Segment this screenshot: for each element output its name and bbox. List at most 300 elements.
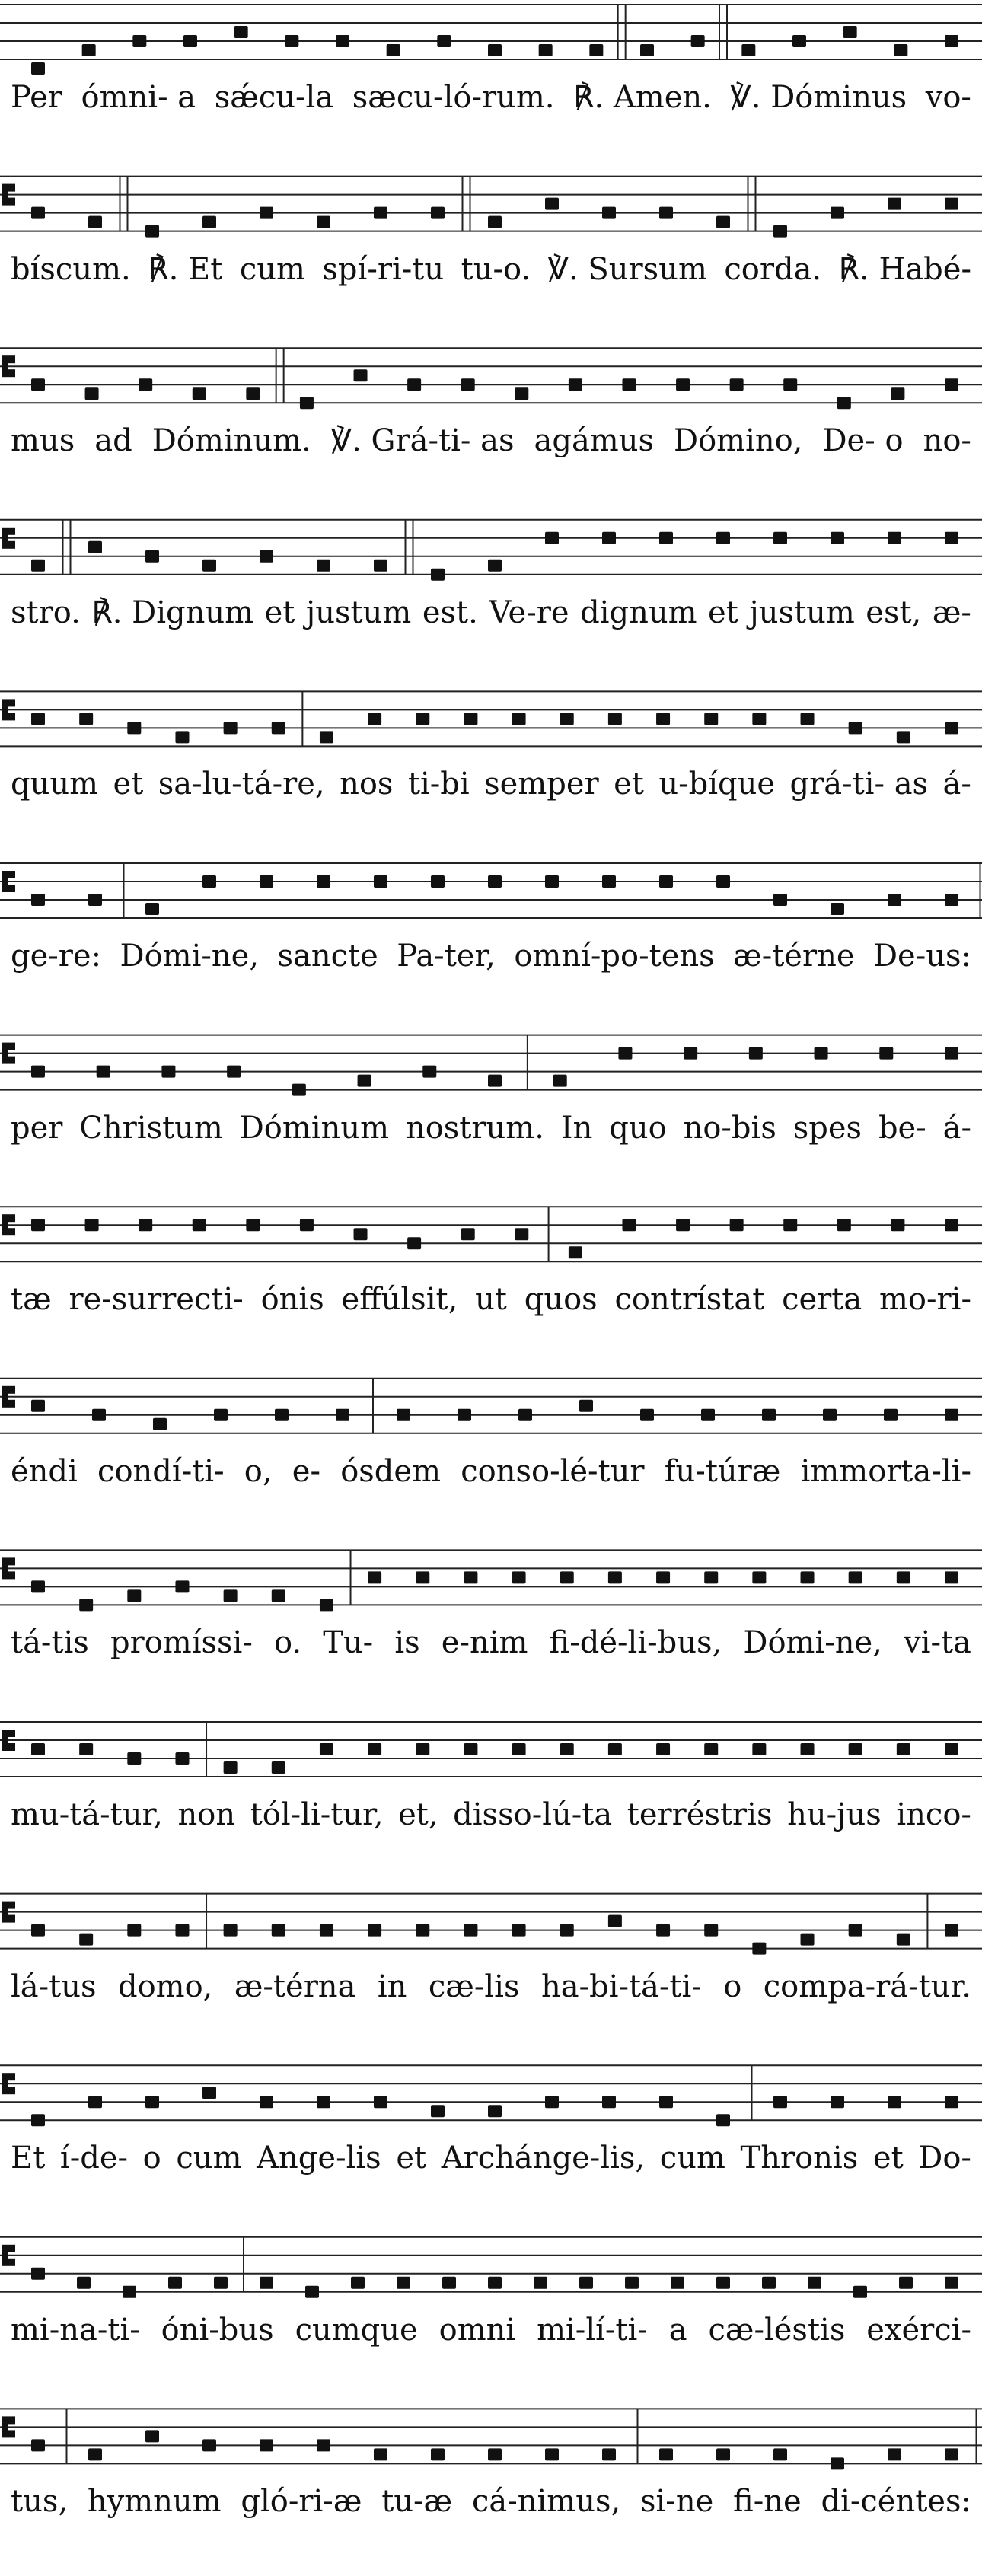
neume-note — [602, 875, 616, 888]
neume-note — [82, 44, 96, 56]
neume-note — [272, 1589, 285, 1602]
neume-note — [622, 378, 636, 391]
lyric-line — [0, 418, 982, 464]
chant-system — [0, 5, 982, 75]
neume-note — [416, 1924, 429, 1937]
neume-note — [545, 2448, 559, 2460]
neume-note — [272, 1761, 285, 1774]
lyric-word: effúlsit, — [341, 1282, 458, 1318]
chant-system — [0, 520, 982, 581]
lyric-word: bíscum. — [11, 251, 131, 287]
lyric-word: á- — [942, 1110, 971, 1146]
neume-note — [945, 1219, 958, 1231]
neume-note — [545, 875, 559, 888]
lyric-word: o, — [244, 1453, 273, 1489]
neume-note — [464, 1924, 477, 1937]
chant-system — [0, 2065, 982, 2126]
lyric-word: o — [723, 1969, 742, 2004]
neume-note — [783, 1219, 797, 1231]
neume-note — [139, 378, 152, 391]
neume-note — [31, 2439, 45, 2451]
neume-note — [853, 2286, 867, 2298]
neume-note — [752, 713, 766, 725]
lyric-word: ha-bi-tá-ti- — [540, 1969, 702, 2004]
lyric-word: et — [396, 2141, 427, 2176]
neume-note — [407, 378, 421, 391]
lyric-word: di-céntes: — [821, 2484, 971, 2520]
neume-note — [945, 532, 958, 544]
neume-note — [320, 1599, 333, 1611]
neume-note — [354, 369, 368, 381]
neume-note — [464, 1571, 477, 1583]
neume-note — [560, 1924, 574, 1937]
neume-note — [139, 1219, 152, 1231]
lyric-word: stro. — [11, 595, 81, 630]
lyric-word: Et — [11, 2141, 46, 2176]
neume-note — [202, 216, 216, 228]
neume-note — [512, 1571, 526, 1583]
neume-note — [92, 1409, 106, 1421]
lyric-line — [0, 761, 982, 807]
neume-note — [183, 35, 197, 47]
neume-note — [602, 2448, 616, 2460]
lyric-word: mu-tá-tur, — [11, 1797, 163, 1832]
neume-note — [671, 2277, 684, 2289]
neume-note — [560, 1743, 574, 1755]
neume-note — [579, 1400, 593, 1412]
lyric-word: ti-bi — [407, 767, 470, 802]
neume-note — [227, 1066, 241, 1078]
lyric-word: re-surrecti- — [69, 1282, 244, 1318]
neume-note — [488, 2105, 502, 2117]
lyric-word: éndi — [11, 1453, 78, 1489]
neume-note — [773, 2096, 787, 2108]
neume-note — [31, 1219, 45, 1231]
neume-note — [945, 1924, 958, 1937]
neume-note — [888, 894, 901, 906]
lyric-word: semper — [484, 767, 599, 802]
neume-note — [368, 1743, 381, 1755]
lyric-word: Thronis — [740, 2141, 859, 2176]
neume-note — [317, 2439, 330, 2451]
neume-note — [77, 2277, 91, 2289]
double-bar — [120, 177, 128, 231]
neume-note — [716, 532, 730, 544]
neume-note — [31, 894, 45, 906]
lyric-word: est. — [422, 595, 478, 630]
lyric-line — [0, 1792, 982, 1838]
neume-note — [145, 550, 159, 563]
lyric-word: Christum — [79, 1110, 223, 1146]
neume-note — [730, 378, 744, 391]
neume-note — [945, 2096, 958, 2108]
neume-note — [368, 1571, 381, 1583]
neume-note — [175, 1924, 189, 1937]
lyric-word: mo-ri- — [879, 1282, 971, 1318]
lyric-word: ℣. Dóminus — [730, 80, 907, 115]
lyric-word: mus — [11, 423, 75, 459]
neume-note — [31, 1400, 45, 1412]
lyric-word: cumque — [295, 2312, 418, 2348]
neume-note — [640, 1409, 654, 1421]
neume-note — [801, 713, 815, 725]
lyric-word: o — [142, 2141, 161, 2176]
neume-note — [79, 1743, 93, 1755]
neume-note — [437, 35, 451, 47]
neume-note — [305, 2286, 319, 2298]
lyric-word: domo, — [117, 1969, 213, 2004]
neume-note — [234, 26, 248, 38]
lyric-word: Dómi-ne, — [120, 939, 260, 974]
neume-note — [716, 2277, 730, 2289]
lyric-word: Tu- — [323, 1625, 374, 1661]
neume-note — [762, 1409, 776, 1421]
lyric-word: cum — [176, 2141, 242, 2176]
neume-note — [320, 731, 333, 743]
lyric-word: Pa-ter, — [397, 939, 496, 974]
neume-note — [161, 1066, 175, 1078]
neume-note — [608, 1743, 622, 1755]
neume-note — [849, 1571, 862, 1583]
lyric-word: í-de- — [59, 2141, 129, 2176]
neume-note — [132, 35, 146, 47]
neume-note — [622, 1219, 636, 1231]
neume-note — [488, 875, 502, 888]
neume-note — [397, 2277, 410, 2289]
lyric-word: mi-lí-ti- — [537, 2312, 648, 2348]
lyric-word: a — [668, 2312, 687, 2348]
neume-note — [659, 207, 673, 219]
neume-note — [431, 569, 445, 581]
chant-system — [0, 691, 982, 746]
chant-system — [0, 1379, 982, 1433]
lyric-word: cum — [239, 251, 305, 287]
neume-note — [518, 1409, 532, 1421]
lyric-word: fu-túræ — [664, 1453, 781, 1489]
lyric-word: ℟. Dignum — [91, 595, 254, 630]
neume-note — [773, 225, 787, 238]
lyric-word: De- o — [822, 423, 904, 459]
neume-note — [168, 2277, 182, 2289]
double-bar — [63, 520, 71, 575]
lyric-word: tu-æ — [381, 2484, 453, 2520]
lyric-word: cæ-lis — [428, 1969, 520, 2004]
neume-note — [458, 1409, 471, 1421]
neume-note — [320, 1924, 333, 1937]
neume-note — [97, 1066, 110, 1078]
lyric-line — [0, 2307, 982, 2353]
neume-note — [843, 26, 857, 38]
lyric-word: is — [394, 1625, 420, 1661]
neume-note — [773, 894, 787, 906]
neume-note — [202, 2087, 216, 2099]
lyric-word: ℣. Sursum — [547, 251, 707, 287]
lyric-word: agámus — [534, 423, 655, 459]
neume-note — [884, 1409, 898, 1421]
neume-note — [31, 207, 45, 219]
lyric-word: spes — [792, 1110, 862, 1146]
chant-system — [0, 1722, 982, 1777]
neume-note — [123, 2286, 136, 2298]
neume-note — [193, 1219, 206, 1231]
neume-note — [560, 713, 574, 725]
neume-note — [193, 387, 206, 400]
neume-note — [579, 2277, 593, 2289]
neume-note — [704, 1571, 718, 1583]
neume-note — [831, 2096, 844, 2108]
neume-note — [608, 1571, 622, 1583]
lyric-word: gló-ri-æ — [241, 2484, 362, 2520]
lyric-word: mi-na-ti- — [11, 2312, 140, 2348]
neume-note — [945, 1409, 958, 1421]
neume-note — [246, 387, 260, 400]
neume-note — [260, 875, 273, 888]
neume-note — [351, 2277, 365, 2289]
neume-note — [716, 216, 730, 228]
neume-note — [260, 2096, 273, 2108]
chant-system — [0, 2409, 982, 2469]
neume-note — [300, 397, 314, 409]
neume-note — [488, 1075, 502, 1087]
neume-note — [374, 560, 387, 572]
lyric-word: immorta-li- — [800, 1453, 971, 1489]
lyric-word: á- — [942, 767, 971, 802]
lyric-word: justum — [305, 595, 412, 630]
neume-note — [431, 875, 445, 888]
neume-note — [512, 1924, 526, 1937]
neume-note — [31, 560, 45, 572]
lyric-word: u-bíque — [658, 767, 776, 802]
lyric-word: Dóminum. — [151, 423, 311, 459]
neume-note — [897, 1934, 910, 1946]
double-bar — [276, 348, 284, 403]
neume-note — [560, 1571, 574, 1583]
neume-note — [945, 1571, 958, 1583]
neume-note — [374, 875, 387, 888]
neume-note — [31, 1743, 45, 1755]
neume-note — [224, 1924, 238, 1937]
lyric-word: e- — [292, 1453, 320, 1489]
lyric-word: per — [11, 1110, 63, 1146]
chant-system — [0, 1207, 982, 1261]
lyric-word: sancte — [277, 939, 378, 974]
lyric-word: quos — [524, 1282, 598, 1318]
double-bar — [977, 2409, 982, 2463]
lyric-word: æ- — [932, 595, 971, 630]
neume-note — [336, 35, 349, 47]
neume-note — [79, 713, 93, 725]
neume-note — [752, 1943, 766, 1955]
lyric-line — [0, 1105, 982, 1151]
chant-system — [0, 177, 982, 238]
lyric-word: ge-re: — [11, 939, 102, 974]
neume-note — [175, 731, 189, 743]
neume-note — [431, 2448, 445, 2460]
chant-system — [0, 863, 982, 918]
neume-note — [945, 198, 958, 210]
neume-note — [175, 1580, 189, 1592]
neume-note — [488, 2277, 502, 2289]
neume-note — [945, 35, 958, 47]
neume-note — [837, 397, 851, 409]
lyric-line — [0, 933, 982, 979]
neume-note — [716, 875, 730, 888]
lyric-word: vo- — [925, 80, 971, 115]
neume-note — [762, 2277, 776, 2289]
neume-note — [488, 44, 502, 56]
neume-note — [659, 532, 673, 544]
neume-note — [127, 1752, 141, 1765]
neume-note — [488, 216, 502, 228]
neume-note — [897, 1571, 910, 1583]
neume-note — [894, 44, 907, 56]
neume-note — [292, 1084, 306, 1096]
neume-note — [539, 44, 553, 56]
double-bar — [748, 177, 756, 231]
lyric-word: o. — [274, 1625, 302, 1661]
lyric-word: et — [708, 595, 738, 630]
neume-note — [374, 2448, 387, 2460]
lyric-word: inco- — [896, 1797, 971, 1832]
neume-note — [145, 225, 159, 238]
neume-note — [849, 1743, 862, 1755]
neume-note — [407, 1237, 421, 1249]
neume-note — [704, 1924, 718, 1937]
neume-note — [656, 1571, 670, 1583]
lyric-line — [0, 1620, 982, 1666]
neume-note — [31, 2114, 45, 2126]
neume-note — [823, 1409, 837, 1421]
neume-note — [31, 1924, 45, 1937]
neume-note — [716, 2114, 730, 2126]
lyric-line — [0, 2479, 982, 2524]
chant-system — [0, 1035, 982, 1096]
lyric-word: in — [377, 1969, 407, 2004]
neume-note — [214, 1409, 228, 1421]
neume-note — [387, 44, 400, 56]
neume-note — [88, 894, 102, 906]
neume-note — [31, 2268, 45, 2280]
neume-note — [416, 713, 429, 725]
lyric-word: tól-li-tur, — [250, 1797, 384, 1832]
neume-note — [145, 2096, 159, 2108]
neume-note — [300, 1219, 314, 1231]
lyric-word: ℟. Habé- — [838, 251, 971, 287]
lyric-word: spí-ri-tu — [322, 251, 445, 287]
lyric-word: tá-tis — [11, 1625, 89, 1661]
neume-note — [659, 2448, 673, 2460]
neume-note — [701, 1409, 715, 1421]
lyric-word: et — [264, 595, 295, 630]
neume-note — [317, 2096, 330, 2108]
lyric-word: hymnum — [87, 2484, 222, 2520]
neume-note — [224, 1761, 238, 1774]
neume-note — [442, 2277, 456, 2289]
lyric-word: dignum — [580, 595, 697, 630]
lyric-word: promíssi- — [110, 1625, 253, 1661]
neume-note — [608, 713, 622, 725]
neume-note — [464, 713, 477, 725]
lyric-word: ónis — [260, 1282, 324, 1318]
neume-note — [888, 2096, 901, 2108]
neume-note — [358, 1075, 371, 1087]
lyric-word: óni-bus — [161, 2312, 274, 2348]
lyric-word: si-ne — [639, 2484, 714, 2520]
lyric-word: sǽcu-la — [214, 80, 334, 115]
lyric-word: Ve-re — [489, 595, 569, 630]
neume-note — [464, 1743, 477, 1755]
neume-note — [704, 713, 718, 725]
lyric-line — [0, 1449, 982, 1494]
neume-note — [945, 722, 958, 734]
neume-note — [691, 35, 705, 47]
neume-note — [684, 1047, 697, 1060]
chant-system — [0, 2237, 982, 2298]
neume-note — [831, 903, 844, 915]
neume-note — [202, 875, 216, 888]
neume-note — [515, 387, 528, 400]
neume-note — [801, 1743, 815, 1755]
neume-note — [336, 1409, 349, 1421]
lyric-word: nostrum. — [405, 1110, 544, 1146]
neume-note — [589, 44, 603, 56]
lyric-word: grá-ti- as — [789, 767, 929, 802]
lyric-word: Ange-lis — [257, 2141, 381, 2176]
neume-note — [127, 722, 141, 734]
neume-note — [374, 207, 387, 219]
lyric-word: tu-o. — [461, 251, 531, 287]
neume-note — [792, 35, 806, 47]
neume-note — [808, 2277, 821, 2289]
lyric-word: ad — [94, 423, 132, 459]
lyric-word: hu-jus — [787, 1797, 882, 1832]
lyric-word: quum — [11, 767, 99, 802]
neume-note — [716, 2448, 730, 2460]
lyric-word: æ-térne — [733, 939, 855, 974]
neume-note — [945, 378, 958, 391]
neume-note — [640, 44, 654, 56]
neume-note — [831, 532, 844, 544]
lyric-word: no- — [923, 423, 971, 459]
neume-note — [272, 722, 285, 734]
neume-note — [246, 1219, 260, 1231]
neume-note — [783, 378, 797, 391]
lyric-word: certa — [782, 1282, 862, 1318]
lyric-word: terréstris — [627, 1797, 773, 1832]
neume-note — [431, 2105, 445, 2117]
neume-note — [752, 1571, 766, 1583]
lyric-word: ℟. Et — [148, 251, 223, 287]
lyric-word: fi-ne — [733, 2484, 802, 2520]
neume-note — [891, 1219, 904, 1231]
lyric-word: et, — [398, 1797, 438, 1832]
neume-note — [88, 2448, 102, 2460]
lyric-word: Dómino, — [674, 423, 803, 459]
lyric-word: fi-dé-li-bus, — [549, 1625, 722, 1661]
neume-note — [317, 875, 330, 888]
neume-note — [461, 1228, 475, 1240]
lyric-word: cá-nimus, — [471, 2484, 621, 2520]
neume-note — [275, 1409, 289, 1421]
neume-note — [656, 1743, 670, 1755]
neume-note — [488, 560, 502, 572]
neume-note — [88, 216, 102, 228]
neume-note — [127, 1924, 141, 1937]
neume-note — [285, 35, 298, 47]
lyric-word: De-us: — [872, 939, 971, 974]
neume-note — [849, 722, 862, 734]
neume-note — [368, 713, 381, 725]
